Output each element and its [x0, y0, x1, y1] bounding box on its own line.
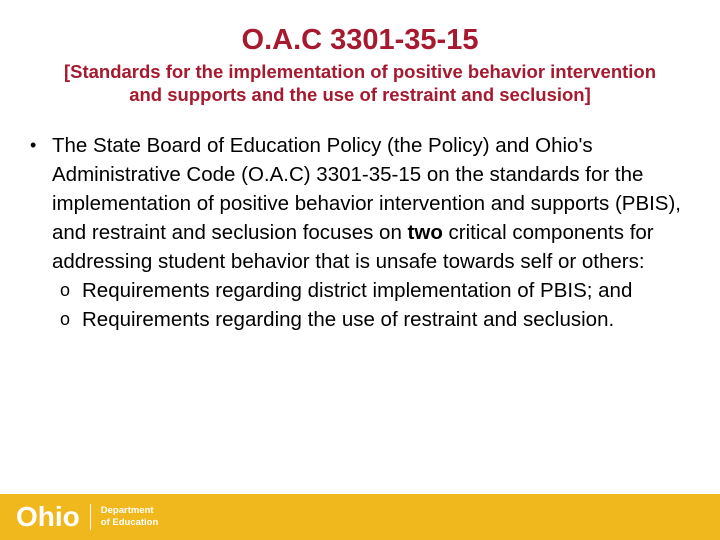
slide-subtitle: [20, 60, 700, 106]
logo-ohio-text: Ohio: [16, 501, 80, 532]
bullet-text-end: critical components for addressing student behavior that is unsafe towards self or others:: [52, 221, 654, 273]
ohio-education-logo: [16, 500, 158, 534]
bullet-text-bold: two: [407, 221, 443, 244]
sub-marker: o: [60, 309, 71, 329]
bullet-item: [30, 131, 690, 276]
logo-divider: [90, 504, 91, 530]
bullet-marker: •: [30, 135, 37, 155]
logo-dept-line-2: of Education: [100, 517, 159, 528]
sub-list: [60, 276, 690, 334]
logo-dept-line-1: Department: [100, 505, 154, 516]
slide-body: [30, 131, 690, 334]
sub-item: [60, 276, 690, 305]
sub-marker: o: [60, 280, 71, 300]
slide-title: O.A.C 3301-35-15: [241, 24, 479, 56]
sub-item: [60, 305, 690, 334]
bullet-text-start: The State Board of Education Policy (the Policy) and Ohio's Administrative Code (O.A.C) 3301-35-15 on the standards for the implementation of positive behavior intervention and supports (PBIS), and restraint and seclusion focuses on: [52, 134, 682, 244]
subtitle-line-2: and supports and the use of restraint and seclusion]: [129, 84, 591, 105]
footer-bar: [0, 494, 720, 540]
sub-item-text: Requirements regarding the use of restraint and seclusion.: [82, 308, 615, 331]
bullet-text: [52, 131, 690, 276]
sub-item-text: Requirements regarding district implementation of PBIS; and: [82, 279, 633, 302]
subtitle-line-1: [Standards for the implementation of positive behavior intervention: [63, 61, 657, 82]
logo-department-text: [101, 505, 159, 529]
